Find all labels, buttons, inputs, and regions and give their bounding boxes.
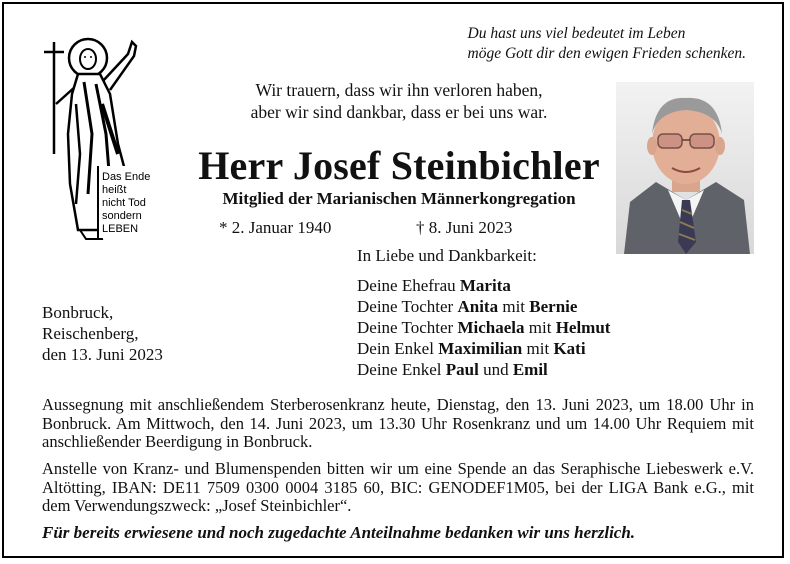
emblem-text-line: sondern [102, 210, 142, 222]
risen-christ-cross-icon [40, 34, 152, 244]
list-item: Deine Tochter Anita mit Bernie [357, 297, 578, 316]
portrait-photo [616, 82, 754, 254]
closing-thanks: Für bereits erwiesene und noch zugedachte Anteilnahme bedanken wir uns herzlich. [42, 523, 636, 542]
emblem-text-line: LEBEN [102, 223, 139, 235]
list-item: Deine Enkel Paul und Emil [357, 360, 548, 379]
mourners-heading: In Liebe und Dankbarkeit: [357, 246, 537, 265]
deceased-affiliation: Mitglied der Marianischen Männerkongregation [222, 189, 576, 208]
donation-information: Anstelle von Kranz- und Blumenspenden bitten wir um eine Spende an das Seraphische Liebeswerk e.V. Altötting, IBAN: DE11 7509 0300 0004 3185 60, BIC: GENODEF1M05, bei der LIGA Bank e.G., mit dem Verwendungszweck: „Josef Steinbichler“. [42, 459, 754, 515]
service-information: Aussegnung mit anschließendem Sterberosenkranz heute, Dienstag, den 13. Juni 2023, um 18.00 Uhr in Bonbruck. Am Mittwoch, den 14. Juni 2023, um 13.30 Uhr Rosenkranz und um 14.00 Uhr Requiem mit anschließender Beerdigung in Bonbruck. [42, 395, 754, 451]
quote-line: Du hast uns viel bedeutet im Leben [467, 25, 686, 42]
intro-line: Wir trauern, dass wir ihn verloren haben, [255, 80, 543, 100]
mourning-intro [179, 79, 619, 123]
place-and-date: Bonbruck, Reischenberg, den 13. Juni 2023 [42, 303, 163, 364]
list-item: Deine Tochter Michaela mit Helmut [357, 318, 611, 337]
deceased-name: Herr Josef Steinbichler [198, 143, 600, 188]
intro-line: aber wir sind dankbar, dass er bei uns war. [250, 102, 548, 122]
epitaph-quote [468, 24, 747, 64]
list-item: Deine Ehefrau Marita [357, 276, 511, 295]
death-date: † 8. Juni 2023 [416, 218, 513, 237]
emblem-text-line: nicht Tod [102, 197, 146, 209]
emblem-text-line: heißt [102, 184, 127, 196]
quote-line: möge Gott dir den ewigen Frieden schenken. [467, 45, 746, 62]
birth-date: * 2. Januar 1940 [219, 218, 332, 237]
mourners-list [357, 275, 610, 380]
list-item: Dein Enkel Maximilian mit Kati [357, 339, 586, 358]
obituary-notice [2, 2, 784, 558]
emblem-text-line: Das Ende [102, 171, 151, 183]
